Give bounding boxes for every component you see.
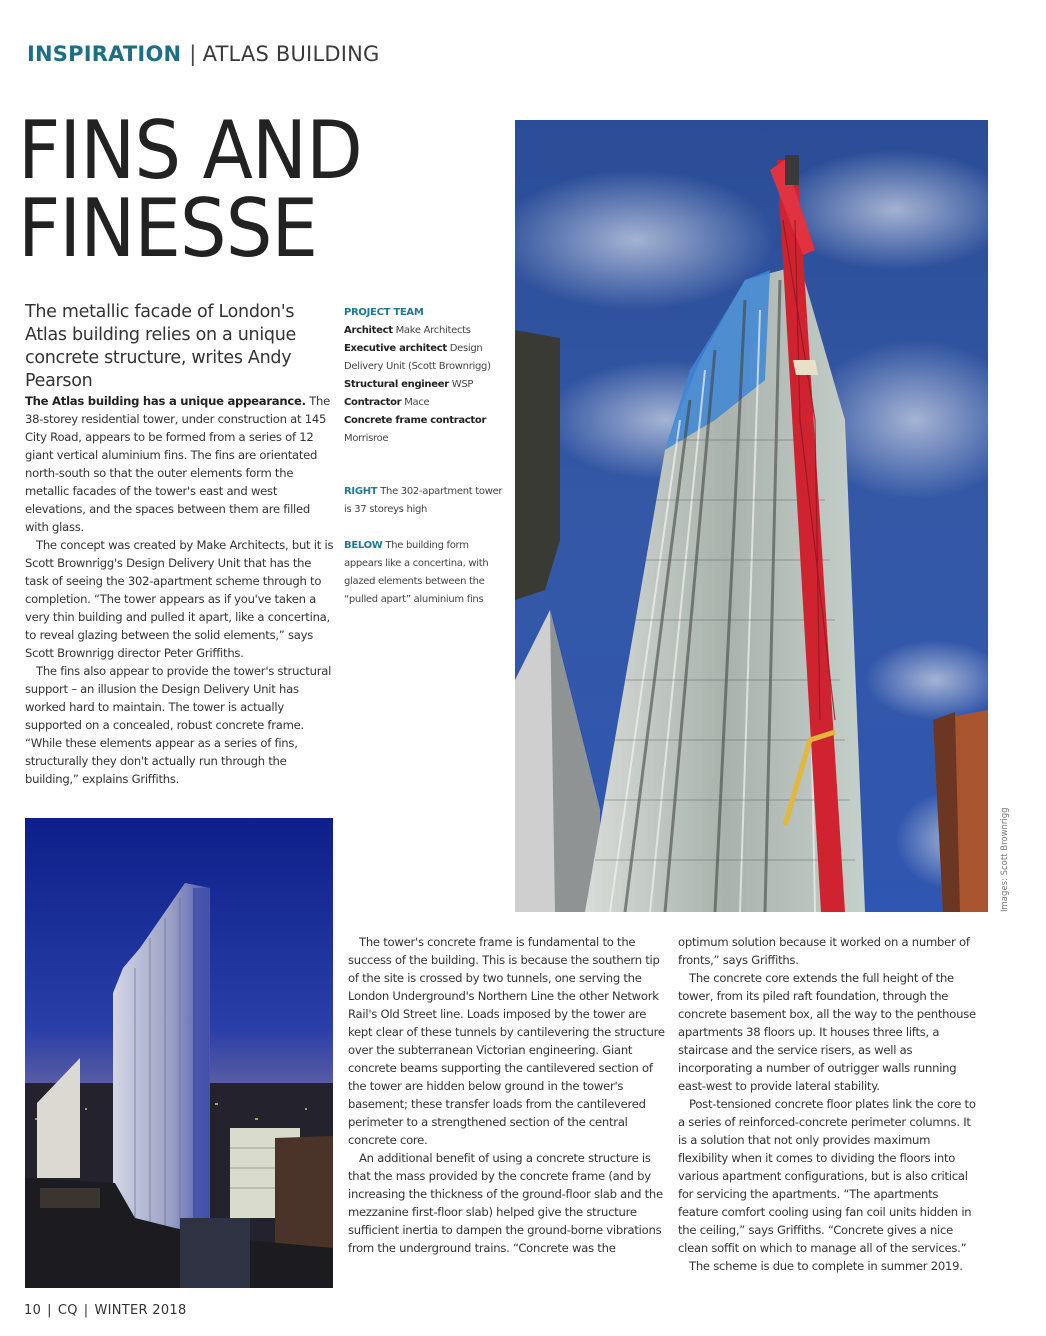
article-headline	[18, 104, 392, 275]
issue-date: WINTER 2018	[94, 1303, 187, 1318]
page-number: 10	[24, 1303, 42, 1318]
standfirst: The metallic facade of London's Atlas building relies on a unique concrete structure, writes Andy Pearson	[25, 302, 296, 391]
team-member: Concrete frame contractor Morrisroe	[344, 415, 487, 444]
caption-direction: BELOW	[344, 540, 383, 551]
paragraph: An additional benefit of using a concrete structure is that the mass provided by the concrete frame (and by increasing the thickness of the ground-floor slab and the mezzanine first-floor slab) helped give the structure sufficient inertia to dampen the ground-borne vibrations from the underground trains. “Concrete was the	[348, 1151, 663, 1255]
page-footer	[24, 1303, 187, 1318]
lead-in: The Atlas building has a unique appearance.	[25, 394, 306, 408]
footer-separator: |	[83, 1303, 89, 1318]
headline-line-2: FINESSE	[18, 182, 318, 275]
paragraph: The Atlas building has a unique appearance. The 38-storey residential tower, under construction at 145 City Road, appears to be formed from a series of 12 giant vertical aluminium fins. The fins are orientated north-south so that the outer elements form the metallic facades of the tower's east and west elevations, and the spaces between them are filled with glass.	[25, 394, 331, 534]
caption-below: BELOW The building form appears like a concertina, with glazed elements between the “pulled apart” aluminium fins	[344, 540, 489, 605]
project-team-title: PROJECT TEAM	[344, 307, 424, 318]
team-member: Architect Make Architects	[344, 325, 471, 336]
footer-separator: |	[47, 1303, 52, 1318]
photo-tower-dusk-illustration	[25, 818, 333, 1288]
section-label	[27, 42, 380, 66]
team-member: Structural engineer WSP	[344, 379, 474, 390]
photo-tower-construction-illustration	[515, 120, 988, 912]
section-separator: |	[189, 42, 197, 66]
team-member: Contractor Mace	[344, 397, 430, 408]
paragraph: The fins also appear to provide the tower's structural support – an illusion the Design Delivery Unit has worked hard to maintain. The tower is actually supported on a concealed, robust concrete frame. “While these elements appear as a series of fins, structurally they don't actually run through the building,” explains Griffiths.	[25, 664, 332, 786]
paragraph: The scheme is due to complete in summer 2019.	[689, 1259, 963, 1273]
paragraph: The concept was created by Make Architects, but it is Scott Brownrigg's Design Delivery Unit that has the task of seeing the 302-apartment scheme through to completion. “The tower appears as if you've taken a very thin building and pulled it apart, like a concertina, to reveal glazing between the solid elements,” says Scott Brownrigg director Peter Griffiths.	[25, 538, 334, 660]
caption-right: RIGHT The 302-apartment tower is 37 storeys high	[344, 486, 503, 515]
photo-tower-dusk	[25, 818, 333, 1288]
section-kicker: INSPIRATION	[27, 42, 182, 66]
project-team-box	[344, 304, 504, 448]
team-member: Executive architect Design Delivery Unit (Scott Brownrigg)	[344, 343, 491, 372]
photo-credit: Images: Scott Brownrigg	[1000, 807, 1010, 912]
paragraph: The concrete core extends the full height of the tower, from its piled raft foundation, through the concrete basement box, all the way to the penthouse apartments 38 floors up. It houses three lifts, a staircase and the service risers, as well as incorporating a number of outrigger walls running east-west to provide lateral stability.	[678, 971, 976, 1093]
paragraph: The tower's concrete frame is fundamental to the success of the building. This is because the southern tip of the site is crossed by two tunnels, one serving the London Underground's Northern Line the other Network Rail's Old Street line. Loads imposed by the tower are kept clear of these tunnels by cantilevering the structure over the subterranean Victorian engineering. Giant concrete beams supporting the cantilevered section of the tower are hidden below ground in the tower's basement; these transfer loads from the cantilevered perimeter to a strengthened section of the central concrete core.	[348, 935, 665, 1147]
photo-tower-construction	[515, 120, 988, 912]
paragraph: Post-tensioned concrete floor plates link the core to a series of reinforced-concrete perimeter columns. It is a solution that not only provides maximum flexibility when it comes to dividing the floors into various apartment configurations, but is also critical for servicing the apartments. “The apartments feature comfort cooling using fan coil units hidden in the ceiling,” says Griffiths. “Concrete gives a nice clean soffit on which to manage all of the services.”	[678, 1097, 976, 1255]
section-topic: ATLAS BUILDING	[202, 42, 380, 66]
article-column-1	[25, 392, 336, 788]
headline-line-1: FINS AND	[18, 104, 362, 197]
publication-name: CQ	[57, 1303, 78, 1318]
article-column-3	[678, 933, 980, 1275]
article-column-2	[348, 933, 666, 1257]
caption-direction: RIGHT	[344, 486, 378, 497]
paragraph: optimum solution because it worked on a number of fronts,” says Griffiths.	[678, 935, 970, 967]
